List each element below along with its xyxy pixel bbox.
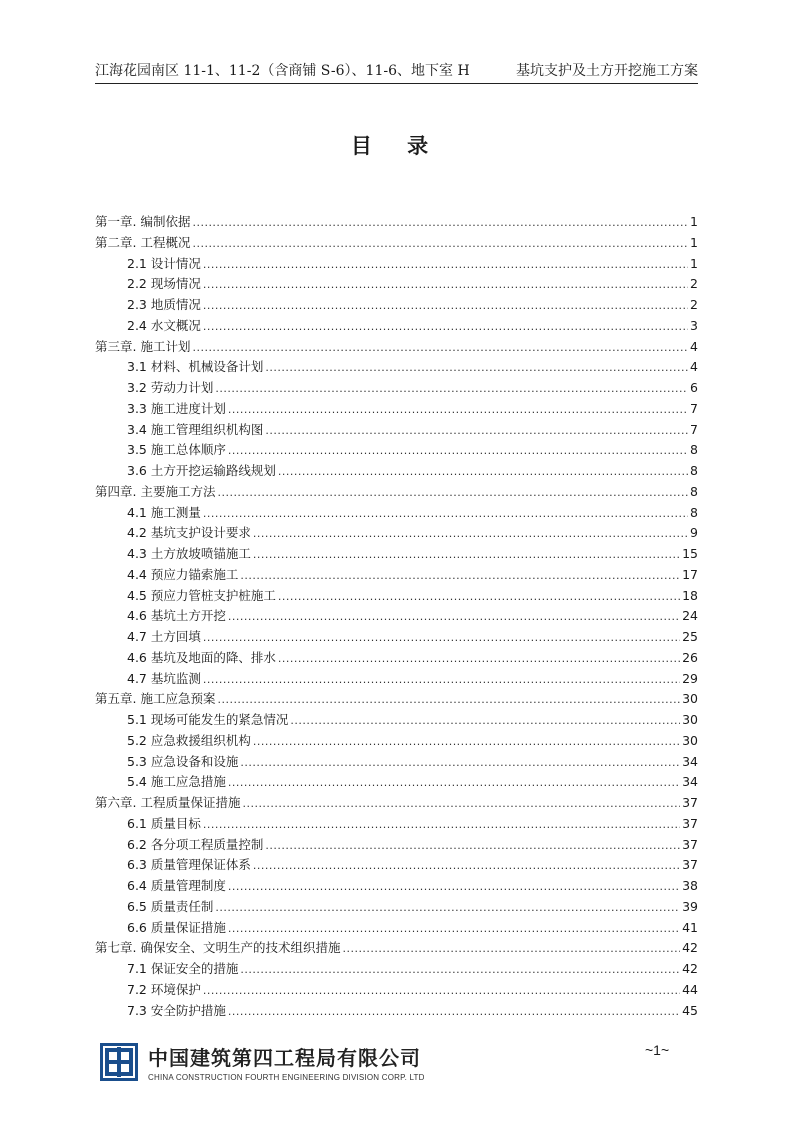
toc-dot-leader [203, 673, 680, 686]
toc-entry-label: 3.5 施工总体顺序 [127, 442, 226, 458]
toc-page-number: 4 [690, 359, 698, 375]
toc-entry-label: 6.5 质量责任制 [127, 898, 214, 914]
toc-entry-label: 5.1 现场可能发生的紧急情况 [127, 712, 289, 727]
toc-chapter-entry[interactable] [95, 337, 698, 358]
toc-page-number: 17 [682, 566, 698, 582]
toc-entry-label: 第一章. 编制依据 [95, 214, 191, 229]
toc-entry-label: 4.6 基坑及地面的降、排水 [127, 649, 276, 665]
toc-section-entry[interactable] [95, 399, 698, 420]
toc-dot-leader [203, 984, 680, 997]
toc-section-entry[interactable] [95, 420, 698, 441]
toc-section-entry[interactable] [95, 254, 698, 275]
toc-section-entry[interactable] [95, 544, 698, 565]
toc-entry-label: 第四章. 主要施工方法 [95, 483, 216, 499]
toc-section-entry[interactable] [95, 316, 698, 337]
toc-page-number: 38 [682, 878, 698, 893]
toc-entry-label: 6.2 各分项工程质量控制 [127, 836, 264, 852]
toc-section-entry[interactable] [95, 814, 698, 835]
toc-page-number: 7 [690, 400, 698, 416]
toc-section-entry[interactable] [95, 855, 698, 876]
toc-entry-label: 3.2 劳动力计划 [127, 380, 214, 395]
toc-entry-label: 3.6 土方开挖运输路线规划 [127, 463, 276, 478]
toc-entry-label: 4.7 土方回填 [127, 629, 201, 644]
toc-entry-label: 2.3 地质情况 [127, 297, 201, 312]
toc-entry-label: 6.3 质量管理保证体系 [127, 857, 251, 873]
toc-dot-leader [203, 299, 688, 312]
toc-page-number: 15 [682, 546, 698, 561]
toc-entry-label: 6.1 质量目标 [127, 815, 201, 831]
toc-dot-leader [215, 901, 680, 914]
toc-dot-leader [240, 569, 680, 582]
toc-section-entry[interactable] [95, 731, 698, 752]
company-name-chinese: 中国建筑第四工程局有限公司 [148, 1046, 421, 1070]
toc-section-entry[interactable] [95, 523, 698, 544]
toc-dot-leader [240, 963, 680, 976]
toc-dot-leader [217, 693, 680, 706]
toc-page-number: 44 [682, 981, 698, 997]
toc-dot-leader [228, 403, 688, 416]
toc-dot-leader [278, 652, 680, 665]
toc-dot-leader [342, 942, 680, 955]
toc-entry-label: 5.3 应急设备和设施 [127, 753, 239, 769]
toc-entry-label: 6.6 质量保证措施 [127, 919, 226, 935]
toc-page-number: 39 [682, 898, 698, 914]
toc-section-entry[interactable] [95, 1001, 698, 1022]
toc-page-number: 30 [682, 712, 698, 727]
toc-page-number: 2 [690, 276, 698, 292]
toc-section-entry[interactable] [95, 959, 698, 980]
toc-section-entry[interactable] [95, 378, 698, 399]
toc-page-number: 37 [682, 836, 698, 852]
toc-dot-leader [203, 258, 688, 271]
toc-page-number: 4 [690, 338, 698, 354]
toc-dot-leader [253, 548, 680, 561]
toc-page-number: 18 [682, 587, 698, 603]
toc-entry-label: 3.4 施工管理组织机构图 [127, 421, 264, 437]
cscec-logo-icon [100, 1043, 138, 1081]
toc-section-entry[interactable] [95, 357, 698, 378]
toc-entry-label: 4.4 预应力锚索施工 [127, 566, 239, 582]
header-project-name: 江海花园南区 11-1、11-2（含商铺 S-6）、11-6、地下室 H [95, 63, 470, 79]
toc-page-number: 29 [682, 670, 698, 686]
toc-chapter-entry[interactable] [95, 938, 698, 959]
toc-section-entry[interactable] [95, 669, 698, 690]
toc-page-number: 8 [690, 463, 698, 478]
header-document-title: 基坑支护及土方开挖施工方案 [516, 63, 698, 79]
toc-dot-leader [215, 382, 688, 395]
toc-chapter-entry[interactable] [95, 212, 698, 233]
toc-dot-leader [265, 361, 688, 374]
toc-dot-leader [278, 465, 688, 478]
toc-dot-leader [265, 424, 688, 437]
toc-dot-leader [228, 444, 688, 457]
toc-section-entry[interactable] [95, 876, 698, 897]
toc-section-entry[interactable] [95, 295, 698, 316]
toc-dot-leader [203, 818, 680, 831]
toc-page-number: 41 [682, 919, 698, 935]
toc-page-number: 8 [690, 442, 698, 458]
toc-entry-label: 4.5 预应力管桩支护桩施工 [127, 587, 276, 603]
toc-entry-label: 4.6 基坑土方开挖 [127, 608, 226, 624]
toc-section-entry[interactable] [95, 274, 698, 295]
toc-entry-label: 3.1 材料、机械设备计划 [127, 359, 264, 375]
toc-page-number: 37 [682, 795, 698, 810]
toc-section-entry[interactable] [95, 565, 698, 586]
company-name-english: CHINA CONSTRUCTION FOURTH ENGINEERING DIVISION CORP. LTD [148, 1073, 425, 1082]
toc-page-number: 1 [690, 255, 698, 271]
toc-dot-leader [203, 507, 688, 520]
toc-entry-label: 7.3 安全防护措施 [127, 1002, 226, 1018]
toc-chapter-entry[interactable] [95, 793, 698, 814]
toc-page-number: 3 [690, 317, 698, 333]
toc-page-number: 8 [690, 504, 698, 520]
toc-dot-leader [228, 922, 680, 935]
toc-page-number: 6 [690, 380, 698, 395]
toc-entry-label: 2.2 现场情况 [127, 276, 201, 292]
toc-section-entry[interactable] [95, 586, 698, 607]
toc-title: 目 录 [350, 133, 443, 158]
toc-page-number: 37 [682, 815, 698, 831]
toc-page-number: 9 [690, 525, 698, 541]
toc-entry-label: 第七章. 确保安全、文明生产的技术组织措施 [95, 940, 341, 956]
toc-page-number: 34 [682, 753, 698, 769]
toc-dot-leader [203, 320, 688, 333]
toc-entry-label: 6.4 质量管理制度 [127, 878, 226, 893]
toc-entry-label: 4.1 施工测量 [127, 504, 201, 520]
toc-section-entry[interactable] [95, 606, 698, 627]
toc-entry-label: 5.2 应急救援组织机构 [127, 732, 251, 748]
toc-section-entry[interactable] [95, 752, 698, 773]
toc-section-entry[interactable] [95, 627, 698, 648]
toc-section-entry[interactable] [95, 503, 698, 524]
toc-entry-label: 第六章. 工程质量保证措施 [95, 795, 241, 810]
toc-dot-leader [228, 610, 680, 623]
toc-dot-leader [253, 859, 680, 872]
company-footer [100, 1042, 425, 1082]
toc-page-number: 30 [682, 691, 698, 707]
toc-section-entry[interactable] [95, 461, 698, 482]
toc-page-number: 30 [682, 732, 698, 748]
toc-page-number: 7 [690, 421, 698, 437]
toc-entry-label: 4.2 基坑支护设计要求 [127, 525, 251, 541]
toc-dot-leader [192, 237, 688, 250]
toc-page-number: 1 [690, 234, 698, 250]
toc-entry-label: 4.3 土方放坡喷锚施工 [127, 546, 251, 561]
toc-page-number: 26 [682, 649, 698, 665]
toc-dot-leader [203, 278, 688, 291]
toc-dot-leader [253, 527, 688, 540]
toc-dot-leader [253, 735, 680, 748]
toc-dot-leader [265, 839, 680, 852]
toc-dot-leader [192, 341, 688, 354]
toc-dot-leader [217, 486, 688, 499]
toc-chapter-entry[interactable] [95, 482, 698, 503]
toc-entry-label: 2.1 设计情况 [127, 255, 201, 271]
toc-section-entry[interactable] [95, 835, 698, 856]
toc-section-entry[interactable] [95, 648, 698, 669]
toc-entry-label: 5.4 施工应急措施 [127, 774, 226, 790]
toc-page-number: 8 [690, 483, 698, 499]
toc-page-number: 2 [690, 297, 698, 312]
toc-section-entry[interactable] [95, 918, 698, 939]
toc-page-number: 42 [682, 961, 698, 976]
toc-chapter-entry[interactable] [95, 233, 698, 254]
toc-dot-leader [228, 880, 680, 893]
toc-page-number: 45 [682, 1002, 698, 1018]
toc-entry-label: 3.3 施工进度计划 [127, 400, 226, 416]
toc-page-number: 24 [682, 608, 698, 624]
toc-entry-label: 第五章. 施工应急预案 [95, 691, 216, 707]
toc-page-number: 1 [690, 214, 698, 229]
toc-section-entry[interactable] [95, 980, 698, 1001]
toc-dot-leader [278, 590, 680, 603]
toc-chapter-entry[interactable] [95, 689, 698, 710]
toc-entry-label: 第三章. 施工计划 [95, 338, 191, 354]
toc-dot-leader [228, 1005, 680, 1018]
toc-entry-label: 7.2 环境保护 [127, 981, 201, 997]
toc-entry-label: 7.1 保证安全的措施 [127, 961, 239, 976]
toc-section-entry[interactable] [95, 897, 698, 918]
page-number: ~1~ [645, 1042, 670, 1058]
toc-page-number: 42 [682, 940, 698, 956]
toc-entry-label: 4.7 基坑监测 [127, 670, 201, 686]
toc-dot-leader [240, 756, 680, 769]
toc-entry-label: 2.4 水文概况 [127, 317, 201, 333]
toc-section-entry[interactable] [95, 440, 698, 461]
table-of-contents [95, 212, 698, 1021]
toc-page-number: 34 [682, 774, 698, 790]
toc-dot-leader [192, 216, 688, 229]
toc-dot-leader [228, 776, 680, 789]
toc-dot-leader [290, 714, 680, 727]
toc-section-entry[interactable] [95, 772, 698, 793]
toc-page-number: 37 [682, 857, 698, 873]
toc-dot-leader [203, 631, 680, 644]
toc-section-entry[interactable] [95, 710, 698, 731]
toc-page-number: 25 [682, 629, 698, 644]
page-header [95, 56, 698, 84]
toc-dot-leader [242, 797, 680, 810]
toc-entry-label: 第二章. 工程概况 [95, 234, 191, 250]
